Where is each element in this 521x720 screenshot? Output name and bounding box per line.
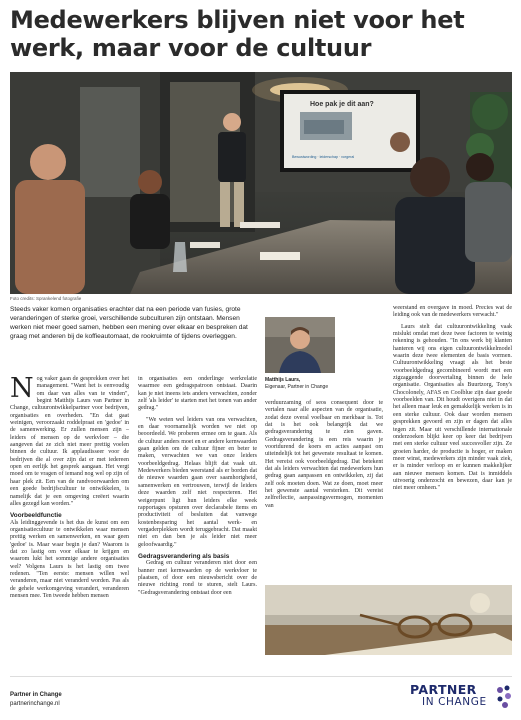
paragraph: Gedrag en cultuur veranderen niet door een banner met kernwaarden op de werkvloer te plaatsen, of door een nieuwsbericht over de nieuwe richting rond te sturen, stelt Laurs. "Gedragsverandering ontstaat door een (138, 560, 257, 596)
paragraph: Als leidinggevende is het dus de kunst om een organisatiecultuur te ontwikkelen waar mensen prettig werken en samenwerken, en waar geen 'gedoe' is. Maar waar begin je dan? Waarom is dat zo lastig om voor elkaar te krijgen en waarom lukt het sommige andere organisaties wel? Volgens Laurs is het lastig om twee redenen. "Ten eerste: mensen willen wel veranderen, maar niet veranderd worden. Pas als de gehele werkomgeving verandert, veranderen mensen mee. Ten tweede hebben mensen (10, 519, 129, 599)
section-heading: Voorbeeldfunctie (10, 512, 62, 520)
logo-mark-icon (494, 684, 514, 710)
portrait-illustration (265, 317, 335, 373)
footer-divider (10, 676, 512, 677)
author-role: Eigenaar, Partner in Change (265, 384, 329, 390)
footer-brand: Partner in Change (10, 692, 62, 698)
paragraph: in organisaties een onderlinge werkrelatie waarmee een gedragspatroon ontstaat. Daarin kan je niet ineens iets anders verwachten, zonder zelf 'als leider' te starten met het tonen van ander gedrag." (138, 376, 257, 412)
article-column-4 (393, 305, 512, 493)
author-name: Matthijs Laurs, (265, 377, 301, 383)
article-intro: Steeds vaker komen organisaties erachter dat na een periode van fusies, grote veranderingen of sterke groei, verschillende subculturen zijn ontstaan. Mensen werken niet meer goed samen, hebben een mening over elkaar en bespreken dat graag met anderen bij de koffieautomaat, de rookruimte of tijdens overleggen. (10, 306, 248, 340)
logo-text-partner: PARTNER (410, 682, 477, 697)
section-heading: Gedragsverandering als basis (138, 552, 230, 560)
meeting-room-illustration (10, 72, 512, 294)
drop-cap: N (10, 373, 34, 404)
slide-title: Hoe pak je dit aan? (310, 101, 374, 108)
paragraph (10, 373, 129, 508)
paragraph-text: og vaker gaan de gesprekken over het management. "Want het is eenvoudig om daar van alles van te vinden", begint Matthijs Laurs van Partner in Change, cultuurontwikkelpartner voor bedrijven, organisaties en overheden. "En dat gaat weinigen, veroorzaakt roddelpraat en 'gedoe' in de samenwerking. Er zullen mensen zijn – leiders of mensen op de werkvloer – die aangeven dat ze zich niet meer prettig voelen binnen de cultuur. Ik applaudisseer voor de bedrijven die al over zijn dat er met iedereen open en eerlijk het gesprek aangaan. Het vergt moed om te vragen of iemand nog wel op zijn of haar plek zit. Een van de randvoorwaarden om een goede bedrijfscultuur te ontwikkelen, is namelijk dat je een omgeving creëert waarin alles gezegd kan worden." (10, 376, 129, 507)
article-headline: Medewerkers blijven niet voor het werk, maar voor de cultuur (10, 6, 465, 62)
article-column-3 (265, 400, 383, 510)
slide-footer: Bewustwording · leiderschap · vorgeral (292, 155, 355, 159)
partner-in-change-logo (410, 680, 514, 716)
article-column-1 (10, 373, 129, 600)
glasses-illustration (265, 585, 512, 655)
author-portrait (265, 317, 335, 373)
article-column-2 (138, 376, 257, 597)
logo-text-in-change: IN CHANGE (422, 696, 487, 708)
paragraph: "We weten wel leiders van ons verwachten, en daar voornamelijk worden we niet op beoordeeld. We proberen ermee om te gaan. Als de cultuur anders moet en er andere kernwaarden gaan gelden om de cultuur fijner en beter te maken, verwachten we van onze leiders voorbeeldgedrag. Helaas blijft dat vaak uit. Medewerkers bieden weerstand als er borden dat de nieuwe waarden gaan over saamhorigheid, samenwerken en vertrouwen, terwijl de leiders deze waarden zelf niet respecteren. Het weigerpunt ligt hun leiders elke week rapportages opsturen over declarabele items en productiviteit of besluiten dat vanwege kostenbesparing het aantal werk- en vergaderplekken wordt teruggebracht. Dat maakt niet en dan ben je als leider niet meer geloofwaardig." (138, 416, 257, 548)
photo-credit: Foto credits: Sprankelend fotografie (10, 296, 82, 301)
glasses-on-notebook-photo (265, 585, 512, 655)
paragraph: Laurs stelt dat cultuurontwikkeling vaak mislukt omdat met deze twee factoren te weinig rekening is gehouden. "In ons werk bij klanten hanteren wij ons eigen cultuurontwikkelmodel waarin deze twee elementen de basis vormen. Cultuurontwikkeling vraagt als het beste voorbeeldgedrag gecombineerd wordt met een zigzaggende doorvertaling binnen de hele organisatie. Organisaties als Buurtzorg, Tony's Chocolonely, AFAS en Coolblue zijn daar goede voorbeelden van. Dit houdt overigens niet in dat het alleen maar leuk en gemakkelijk werken is in een sterke cultuur. Ook daar worden mensen gesprekken gevoerd en zijn er dagen dat alles tegen zit. Maar uit verschillende internationale onderzoeken blijkt keer op keer dat bedrijven met een sterke cultuur veel succesvoller zijn. Ze groeien harder, de productie is hoger, er maken meer winst, medewerkers zijn minder vaak ziek, er is minder verloop en er kunnen makkelijker aan nieuwe mensen komen. Dat is inmiddels uitvoerig onderzocht en bewezen, daar kan je niet meer omheen." (393, 323, 512, 492)
footer-url[interactable]: partnerinchange.nl (10, 701, 60, 707)
paragraph: verduurzaming of seos consequent door te vertalen naar alle aspecten van de organisatie, zodat deze overal voelbaar en merkbaar is. Tot dat is het ook belangrijk dat we gedragsverandering te zien gaven. Gedragsverandering is een reis waarin je voortdurend de koers en acties aanpast om uiteindelijk tot het gewenste resultaat te komen. Het vereist ook voorbeeldgedrag. Dat betekent dat als leiders verwachten dat medewerkers hun gedrag gaan aanpassen en ontwikkelen, zij dat zelf ook moeten doen. Wat ze doen, moet meer het gewenste aantal versterken. Dit vereist zelfreflectie, aanpassingsvermogen, momenten van (265, 400, 383, 509)
hero-photo (10, 72, 512, 294)
paragraph: weerstand en overgave in moed. Precies wat de leiding ook van de medewerkers verwacht." (393, 305, 512, 319)
